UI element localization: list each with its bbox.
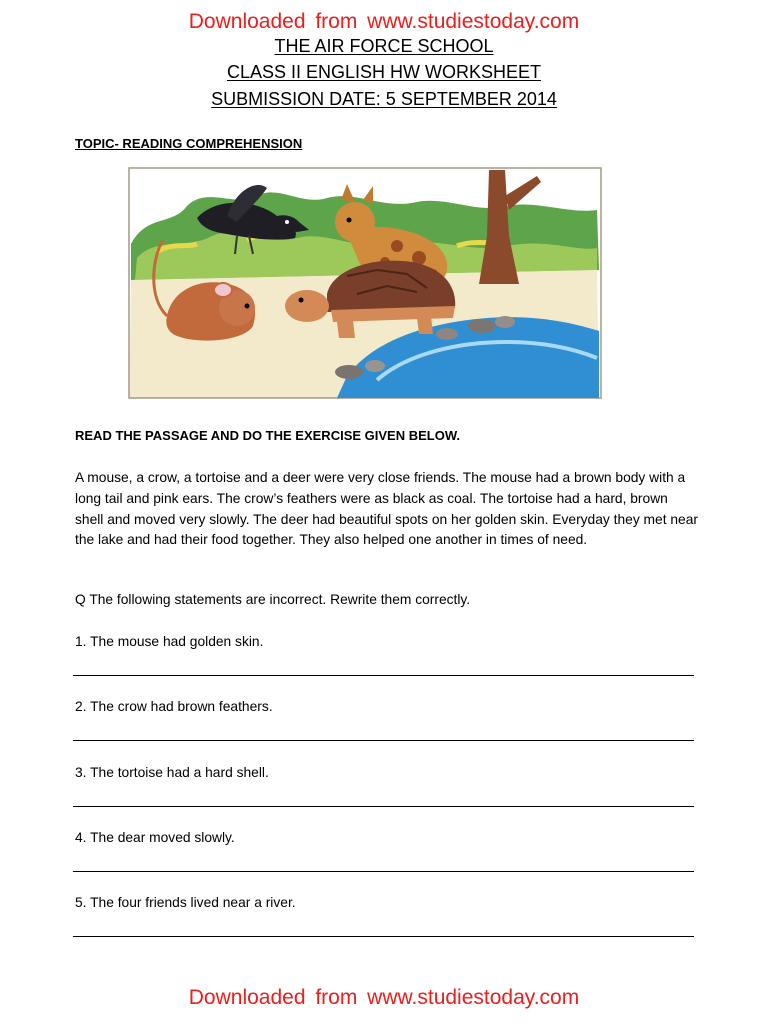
statement-3: 3. The tortoise had a hard shell. [75,765,269,780]
story-illustration [127,166,603,400]
topic-heading: TOPIC- READING COMPREHENSION [75,136,303,151]
answer-line-4[interactable] [73,871,694,872]
reading-passage: A mouse, a crow, a tortoise and a deer were very close friends. The mouse had a brown body with a long tail and pink ears. The crow’s feathers were as black as coal. The tortoise had a hard, brown shell and moved very slowly. The deer had beautiful spots on her golden skin. Everyday they met near the lake and had their food together. They also helped one another in times of need. [75,470,698,548]
statement-2: 2. The crow had brown feathers. [75,699,273,714]
answer-line-5[interactable] [73,936,694,937]
answer-line-3[interactable] [73,806,694,807]
exercise-question: Q The following statements are incorrect. Rewrite them correctly. [75,592,471,607]
statement-5: 5. The four friends lived near a river. [75,895,296,910]
school-name: THE AIR FORCE SCHOOL [274,36,494,56]
worksheet-title: CLASS II ENGLISH HW WORKSHEET [226,62,542,82]
watermark-bottom: Downloaded from www.studiestoday.com [188,986,580,1009]
instruction-heading: READ THE PASSAGE AND DO THE EXERCISE GIVEN BELOW. [75,428,460,443]
answer-line-2[interactable] [73,740,694,741]
answer-line-1[interactable] [73,675,694,676]
statement-1: 1. The mouse had golden skin. [75,634,264,649]
watermark-top: Downloaded from www.studiestoday.com [188,10,580,33]
submission-date: SUBMISSION DATE: 5 SEPTEMBER 2014 [211,89,557,109]
statement-4: 4. The dear moved slowly. [75,830,235,845]
